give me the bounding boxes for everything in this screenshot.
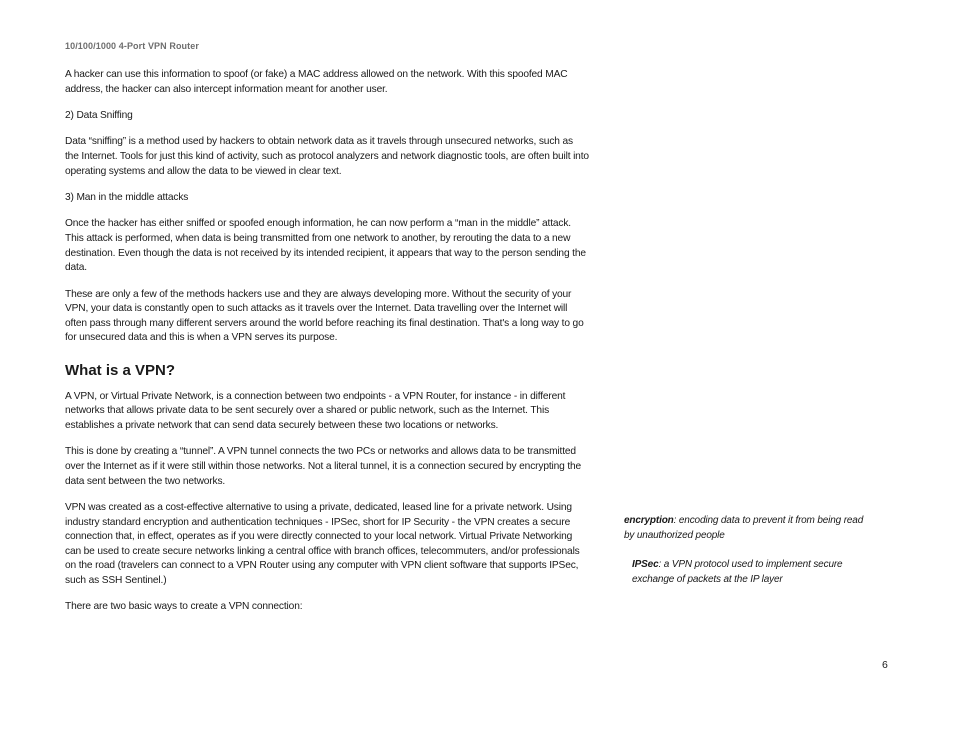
subheading-data-sniffing: 2) Data Sniffing [65, 109, 133, 121]
paragraph-vpn-tunnel: This is done by creating a “tunnel”. A VPN tunnel connects the two PCs or networks and allows data to be transmitted over the Internet as if it were still within those networks. Not a literal tunnel, it is a connection secured by encrypting the data sent between the two networks. [65, 446, 582, 487]
glossary-term-encryption: encryption [624, 515, 674, 526]
subheading-man-in-the-middle: 3) Man in the middle attacks [65, 191, 189, 203]
glossary-definition-ipsec: : a VPN protocol used to implement secure exchange of packets at the IP layer [632, 559, 843, 585]
page-number: 6 [882, 659, 888, 671]
glossary-entry-ipsec [624, 558, 874, 587]
running-header: 10/100/1000 4-Port VPN Router [65, 41, 199, 51]
main-column [65, 68, 589, 627]
glossary-definition-encryption: : encoding data to prevent it from being read by unauthorized people [624, 515, 864, 541]
paragraph-vpn-alternative: VPN was created as a cost-effective alternative to using a private, dedicated, leased line for a private network. Using industry standard encryption and authentication techniques - IPSec, short for IP Security - the VPN creates a secure connection that, in effect, operates as if you were directly connected to your local network. Virtual Private Networking can be used to create secure networks linking a central office with branch offices, telecommuters, and/or professionals on the road (travelers can connect to a VPN Router using any computer with VPN client software that supports IPSec, such as SSH Sentinel.) [65, 502, 580, 587]
paragraph-vpn-definition: A VPN, or Virtual Private Network, is a connection between two endpoints - a VPN Router, for instance - in different networks that allows private data to be sent securely over a shared or public network, such as the Internet. This establishes a private network that can send data securely between these two locations or networks. [65, 390, 566, 432]
paragraph-two-ways: There are two basic ways to create a VPN connection: [65, 601, 303, 613]
paragraph-spoofing: A hacker can use this information to spoof (or fake) a MAC address allowed on the network. With this spoofed MAC address, the hacker can also intercept information meant for another user. [65, 69, 568, 95]
paragraph-hacker-methods: These are only a few of the methods hackers use and they are always developing more. Without the security of your VPN, your data is constantly open to such attacks as it travels over the Internet. Data travelling over the Internet will often pass through many different servers around the world before reaching its final destination. That's a long way to go for unsecured data and this is when a VPN serves its purpose. [65, 288, 584, 344]
glossary-sidebar [624, 514, 874, 587]
section-title: What is a VPN? [65, 361, 176, 379]
glossary-term-ipsec: IPSec [632, 559, 659, 571]
paragraph-man-in-the-middle: Once the hacker has either sniffed or spoofed enough information, he can now perform a “man in the middle” attack. This attack is performed, when data is being transmitted from one network to another, by rerouting the data to a new destination. Even though the data is not received by its intended recipient, it appears that way to the person sending the data. [65, 218, 586, 274]
glossary-entry-encryption [624, 514, 874, 543]
paragraph-data-sniffing: Data “sniffing” is a method used by hackers to obtain network data as it travels through unsecured networks, such as the Internet. Tools for just this kind of activity, such as protocol analyzers and network diagnostic tools, are often built into operating systems and allow the data to be viewed in clear text. [65, 136, 589, 177]
